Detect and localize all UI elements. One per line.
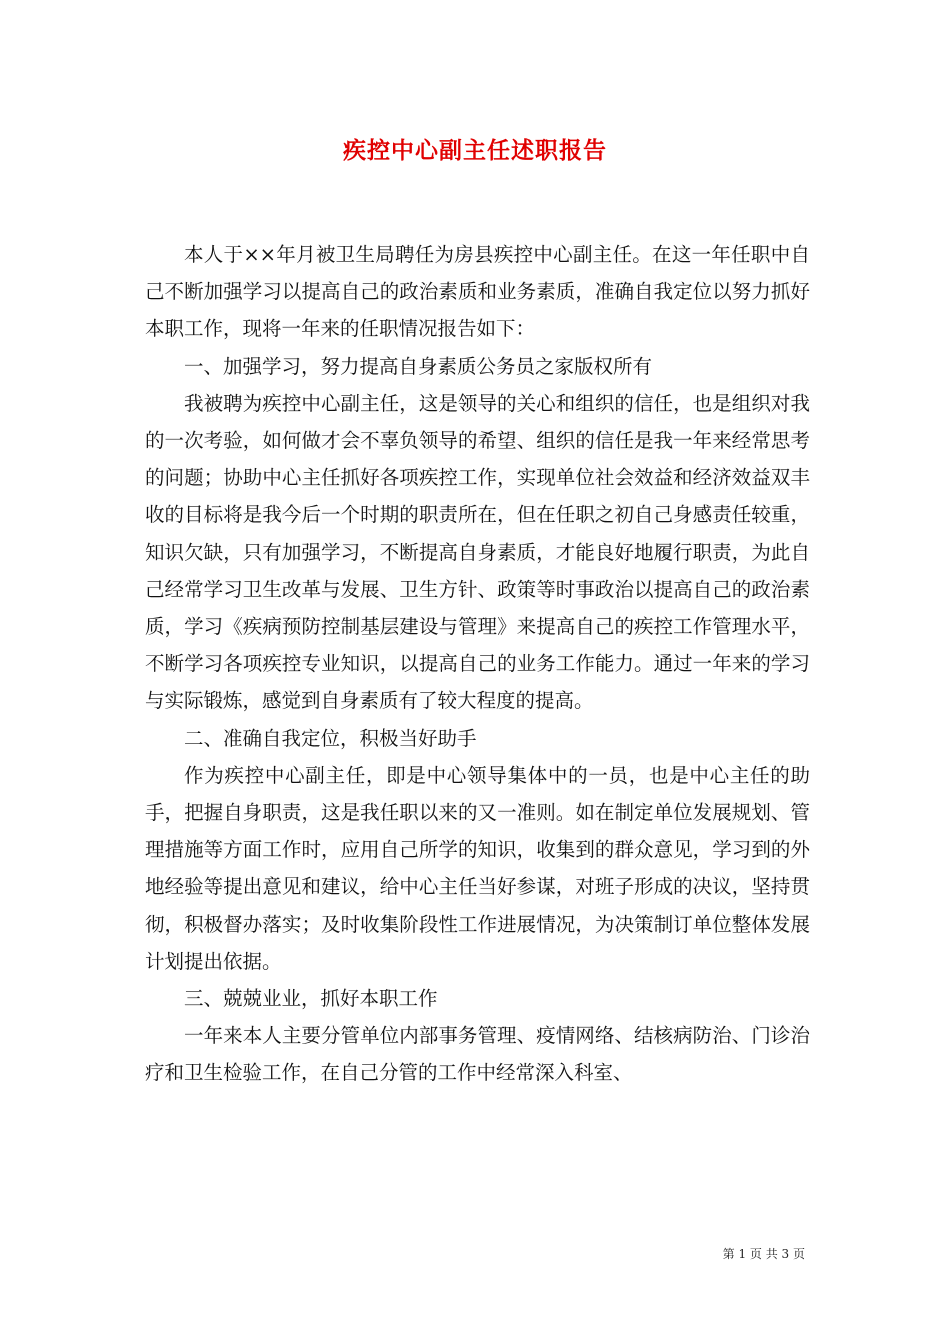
paragraph-section-2: 作为疾控中心副主任，即是中心领导集体中的一员，也是中心主任的助手，把握自身职责，这是我任职以来的又一准则。如在制定单位发展规划、管理措施等方面工作时，应用自己所学的知识，收集到的群众意见，学习到的外地经验等提出意见和建议，给中心主任当好参谋，对班子形成的决议，坚持贯彻，积极督办落实；及时收集阶段性工作进展情况，为决策制订单位整体发展计划提出依据。: [145, 763, 810, 973]
section-heading-3: 三、兢兢业业，抓好本职工作: [184, 987, 438, 1011]
page-number-footer: 第 1 页 共 3 页: [722, 1247, 805, 1261]
paragraph-intro: 本人于××年月被卫生局聘任为房县疾控中心副主任。在这一年任职中自己不断加强学习以提高自己的政治素质和业务素质，准确自我定位以努力抓好本职工作，现将一年来的任职情况报告如下：: [145, 243, 810, 341]
paragraph-section-3: 一年来本人主要分管单位内部事务管理、疫情网络、结核病防治、门诊治疗和卫生检验工作，在自己分管的工作中经常深入科室、: [145, 1024, 810, 1085]
document-body: [145, 236, 810, 1092]
section-heading-1: 一、加强学习，努力提高自身素质公务员之家版权所有: [184, 354, 653, 378]
section-heading-2: 二、准确自我定位，积极当好助手: [184, 726, 477, 750]
document-title: 疾控中心副主任述职报告: [343, 137, 607, 164]
paragraph-section-1: 我被聘为疾控中心副主任，这是领导的关心和组织的信任，也是组织对我的一次考验，如何做才会不辜负领导的希望、组织的信任是我一年来经常思考的问题；协助中心主任抓好各项疾控工作，实现单位社会效益和经济效益双丰收的目标将是我今后一个时期的职责所在，但在任职之初自己身感责任较重，知识欠缺，只有加强学习，不断提高自身素质，才能良好地履行职责，为此自己经常学习卫生改革与发展、卫生方针、政策等时事政治以提高自己的政治素质，学习《疾病预防控制基层建设与管理》来提高自己的疾控工作管理水平，不断学习各项疾控专业知识，以提高自己的业务工作能力。通过一年来的学习与实际锻炼，感觉到自身素质有了较大程度的提高。: [145, 391, 810, 713]
